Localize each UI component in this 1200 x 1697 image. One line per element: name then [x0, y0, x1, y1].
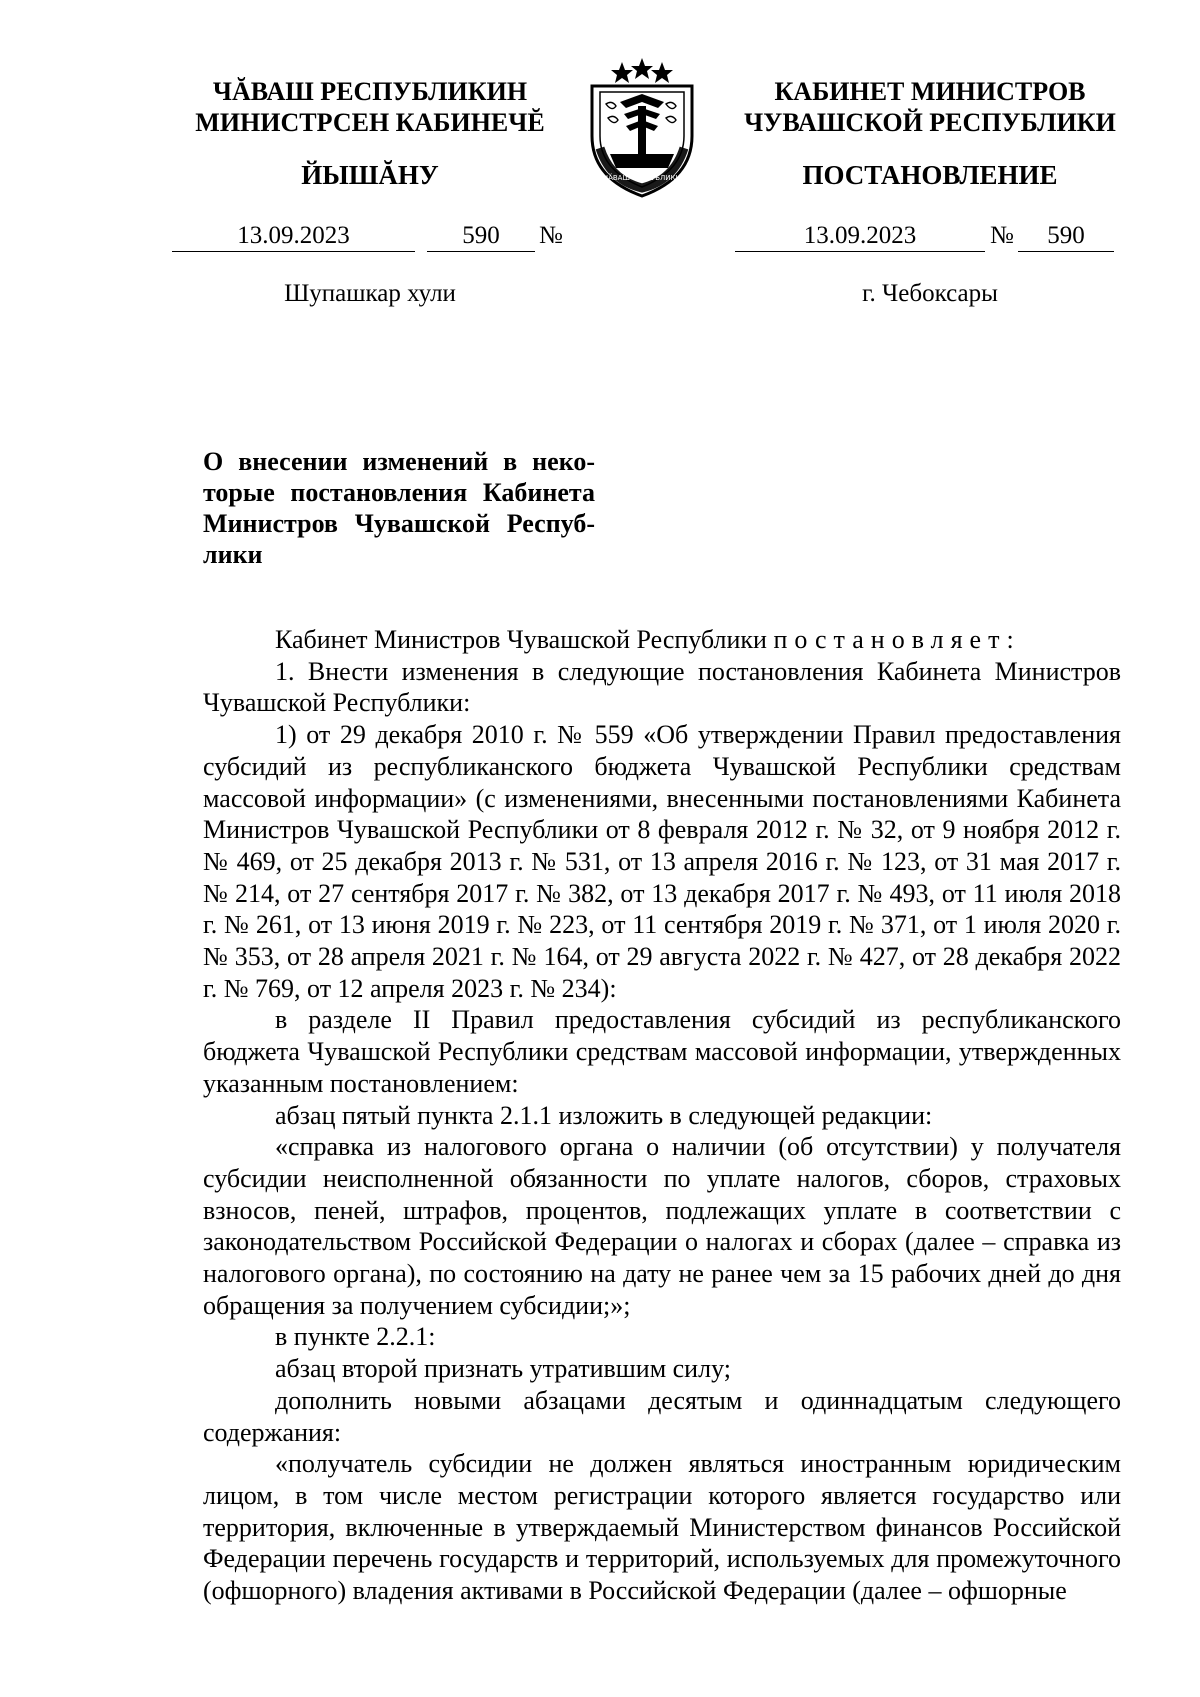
- title-line1: О внесении изменений в неко-: [203, 447, 595, 476]
- left-place: Шупашкар хули: [284, 280, 456, 307]
- right-place: г. Чебоксары: [862, 280, 998, 307]
- left-org-line1: ЧĂВАШ РЕСПУБЛИКИН: [212, 77, 528, 106]
- body-paragraph-9: дополнить новыми абзацами десятым и одиннадцатым следующего содержания:: [203, 1385, 1121, 1447]
- right-doc-type: ПОСТАНОВЛЕНИЕ: [802, 160, 1058, 190]
- body-p1-text: Кабинет Министров Чувашской Республики: [275, 625, 774, 654]
- body-p1-spaced: постановляет:: [773, 625, 1021, 654]
- left-number: 590: [427, 221, 535, 252]
- body-paragraph-10: «получатель субсидии не должен являться иностранным юридическим лицом, в том числе местом регистрации которого является государство или территория, включенные в утверждаемый Министерством финансов Российской Федерации перечень государств и территорий, используемых для промежуточного (офшорного) владения активами в Российской Федерации (далее – офшорные: [203, 1449, 1121, 1606]
- emblem-ring-text: ЧĂВАШ РЕСПУБЛИКИ: [603, 174, 681, 182]
- title-line4: лики: [203, 540, 263, 569]
- body-paragraph-1: [203, 624, 1121, 656]
- right-org-name: [720, 76, 1140, 138]
- right-org-line2: ЧУВАШСКОЙ РЕСПУБЛИКИ: [744, 108, 1116, 137]
- left-org-line2: МИНИСТРСЕН КАБИНЕЧĔ: [195, 108, 545, 137]
- body-paragraph-2: 1. Внести изменения в следующие постановления Кабинета Министров Чувашской Республики:: [203, 656, 1121, 718]
- left-doc-type: ЙЫШĂНУ: [301, 160, 439, 190]
- chuvash-republic-emblem-icon: [570, 56, 714, 200]
- body-paragraph-5: абзац пятый пункта 2.1.1 изложить в следующей редакции:: [275, 1100, 933, 1130]
- left-org-name: [160, 76, 580, 138]
- body-paragraph-3: 1) от 29 декабря 2010 г. № 559 «Об утверждении Правил предоставления субсидий из республиканского бюджета Чувашской Республики средствам массовой информации» (с изменениями, внесенными постановлениями Кабинета Министров Чувашской Республики от 8 февраля 2012 г. № 32, от 9 ноября 2012 г. № 469, от 25 декабря 2013 г. № 531, от 13 апреля 2016 г. № 123, от 31 мая 2017 г. № 214, от 27 сентября 2017 г. № 382, от 13 декабря 2017 г. № 493, от 11 июля 2018 г. № 261, от 13 июня 2019 г. № 223, от 11 сентября 2019 г. № 371, от 1 июля 2020 г. № 353, от 28 апреля 2021 г. № 164, от 29 августа 2022 г. № 427, от 28 декабря 2022 г. № 769, от 12 апреля 2023 г. № 234):: [203, 720, 1121, 1003]
- right-number-sign: №: [990, 222, 1014, 249]
- right-date: 13.09.2023: [735, 221, 985, 252]
- body-paragraph-8: абзац второй признать утратившим силу;: [275, 1354, 731, 1384]
- left-date: 13.09.2023: [172, 221, 415, 252]
- body-paragraph-7: в пункте 2.2.1:: [275, 1322, 436, 1352]
- right-number: 590: [1018, 221, 1114, 252]
- document-title: [203, 446, 595, 570]
- body-paragraph-6: «справка из налогового органа о наличии (об отсутствии) у получателя субсидии неисполненной обязанности по уплате налогов, сборов, страховых взносов, пеней, штрафов, процентов, подлежащих уплате в соответствии с законодательством Российской Федерации о налогах и сборах (далее – справка из налогового органа), по состоянию на дату не ранее чем за 15 рабочих дней до дня обращения за получением субсидии;»;: [203, 1132, 1121, 1320]
- title-line2: торые постановления Кабинета: [203, 478, 595, 507]
- title-line3: Министров Чувашской Респуб-: [203, 509, 595, 538]
- left-number-sign: №: [539, 222, 563, 249]
- body-paragraph-4: в разделе II Правил предоставления субсидий из республиканского бюджета Чувашской Республики средствам массовой информации, утвержденных указанным постановлением:: [203, 1005, 1121, 1098]
- right-org-line1: КАБИНЕТ МИНИСТРОВ: [774, 77, 1086, 106]
- document-body: [203, 624, 1121, 1607]
